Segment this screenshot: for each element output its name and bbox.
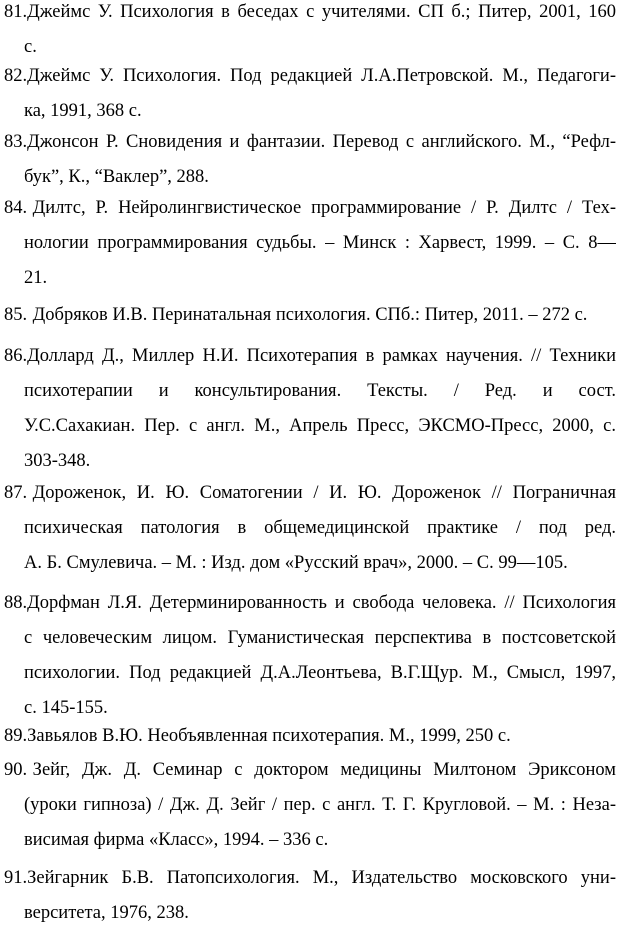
reference-text: Джеймс У. Психология. Под редакцией Л.А.Петровской. М., Педагоги- [27, 66, 616, 86]
reference-text: Добряков И.В. Перинатальная психология. СПб.: Питер, 2011. – 272 с. [32, 305, 588, 325]
reference-first-line [4, 591, 616, 615]
reference-continuation-line: с. [24, 37, 37, 57]
reference-entry [0, 758, 620, 863]
reference-text: Завьялов В.Ю. Необъявленная психотерапия. М., 1999, 250 с. [27, 726, 511, 746]
reference-number: 87. [4, 483, 28, 503]
reference-first-line [4, 303, 616, 327]
reference-text: Зейг, Дж. Д. Семинар с доктором медицины Милтоном Эриксоном [32, 760, 616, 780]
reference-continuation-line: А. Б. Смулевича. – М. : Изд. дом «Русский врач», 2000. – С. 99—105. [24, 553, 568, 573]
reference-number: 91. [4, 868, 28, 888]
reference-continuation-line: ка, 1991, 368 с. [24, 101, 142, 121]
reference-continuation-line: психическая патология в общемедицинской практике / под ред. [24, 518, 616, 538]
reference-entry [0, 64, 620, 134]
reference-number: 84. [4, 198, 28, 218]
reference-number: 81. [4, 2, 28, 22]
reference-first-line [4, 344, 616, 368]
reference-entry [0, 591, 620, 731]
reference-text: Дилтс, Р. Нейролингвистическое программирование / Р. Дилтс / Тех- [32, 198, 616, 218]
reference-text: Джонсон Р. Сновидения и фантазии. Перевод с английского. М., “Рефл- [27, 132, 616, 152]
reference-number: 89. [4, 726, 28, 746]
reference-continuation-line: 303-348. [24, 451, 91, 471]
reference-text: Доллард Д., Миллер Н.И. Психотерапия в рамках научения. // Техники [27, 346, 616, 366]
reference-entry [0, 481, 620, 586]
reference-entry [0, 344, 620, 484]
reference-continuation-line: У.С.Сахакиан. Пер. с англ. М., Апрель Пресс, ЭКСМО-Пресс, 2000, с. [24, 416, 616, 436]
reference-first-line [4, 0, 616, 24]
reference-entry [0, 724, 620, 759]
reference-first-line [4, 130, 616, 154]
reference-number: 85. [4, 305, 28, 325]
reference-continuation-line: с человеческим лицом. Гуманистическая перспектива в постсоветской [24, 628, 616, 648]
reference-number: 90. [4, 760, 28, 780]
reference-continuation-line: (уроки гипноза) / Дж. Д. Зейг / пер. с англ. Т. Г. Кругловой. – М. : Неза- [24, 795, 616, 815]
reference-entry [0, 0, 620, 70]
reference-continuation-line: 21. [24, 268, 48, 288]
reference-first-line [4, 724, 616, 748]
reference-number: 82. [4, 66, 28, 86]
reference-text: Зейгарник Б.В. Патопсихология. М., Издательство московского уни- [27, 868, 616, 888]
reference-entry [0, 866, 620, 936]
reference-continuation-line: нологии программирования судьбы. – Минск : Харвест, 1999. – С. 8— [24, 233, 616, 253]
reference-continuation-line: бук”, К., “Ваклер”, 288. [24, 167, 209, 187]
reference-number: 83. [4, 132, 28, 152]
reference-first-line [4, 64, 616, 88]
reference-text: Дороженок, И. Ю. Соматогении / И. Ю. Дороженок // Пограничная [32, 483, 616, 503]
reference-number: 88. [4, 593, 28, 613]
reference-continuation-line: психологии. Под редакцией Д.А.Леонтьева, В.Г.Щур. М., Смысл, 1997, [24, 663, 616, 683]
reference-first-line [4, 196, 616, 220]
reference-text: Дорфман Л.Я. Детерминированность и свобода человека. // Психология [27, 593, 616, 613]
reference-first-line [4, 866, 616, 890]
reference-continuation-line: висимая фирма «Класс», 1994. – 336 с. [24, 830, 329, 850]
reference-entry [0, 196, 620, 301]
reference-entry [0, 303, 620, 338]
reference-number: 86. [4, 346, 28, 366]
reference-first-line [4, 481, 616, 505]
reference-continuation-line: верситета, 1976, 238. [24, 903, 189, 923]
reference-text: Джеймс У. Психология в беседах с учителями. СП б.; Питер, 2001, 160 [27, 2, 616, 22]
reference-first-line [4, 758, 616, 782]
reference-entry [0, 130, 620, 200]
reference-continuation-line: психотерапии и консультирования. Тексты. / Ред. и сост. [24, 381, 616, 401]
reference-continuation-line: с. 145-155. [24, 698, 108, 718]
